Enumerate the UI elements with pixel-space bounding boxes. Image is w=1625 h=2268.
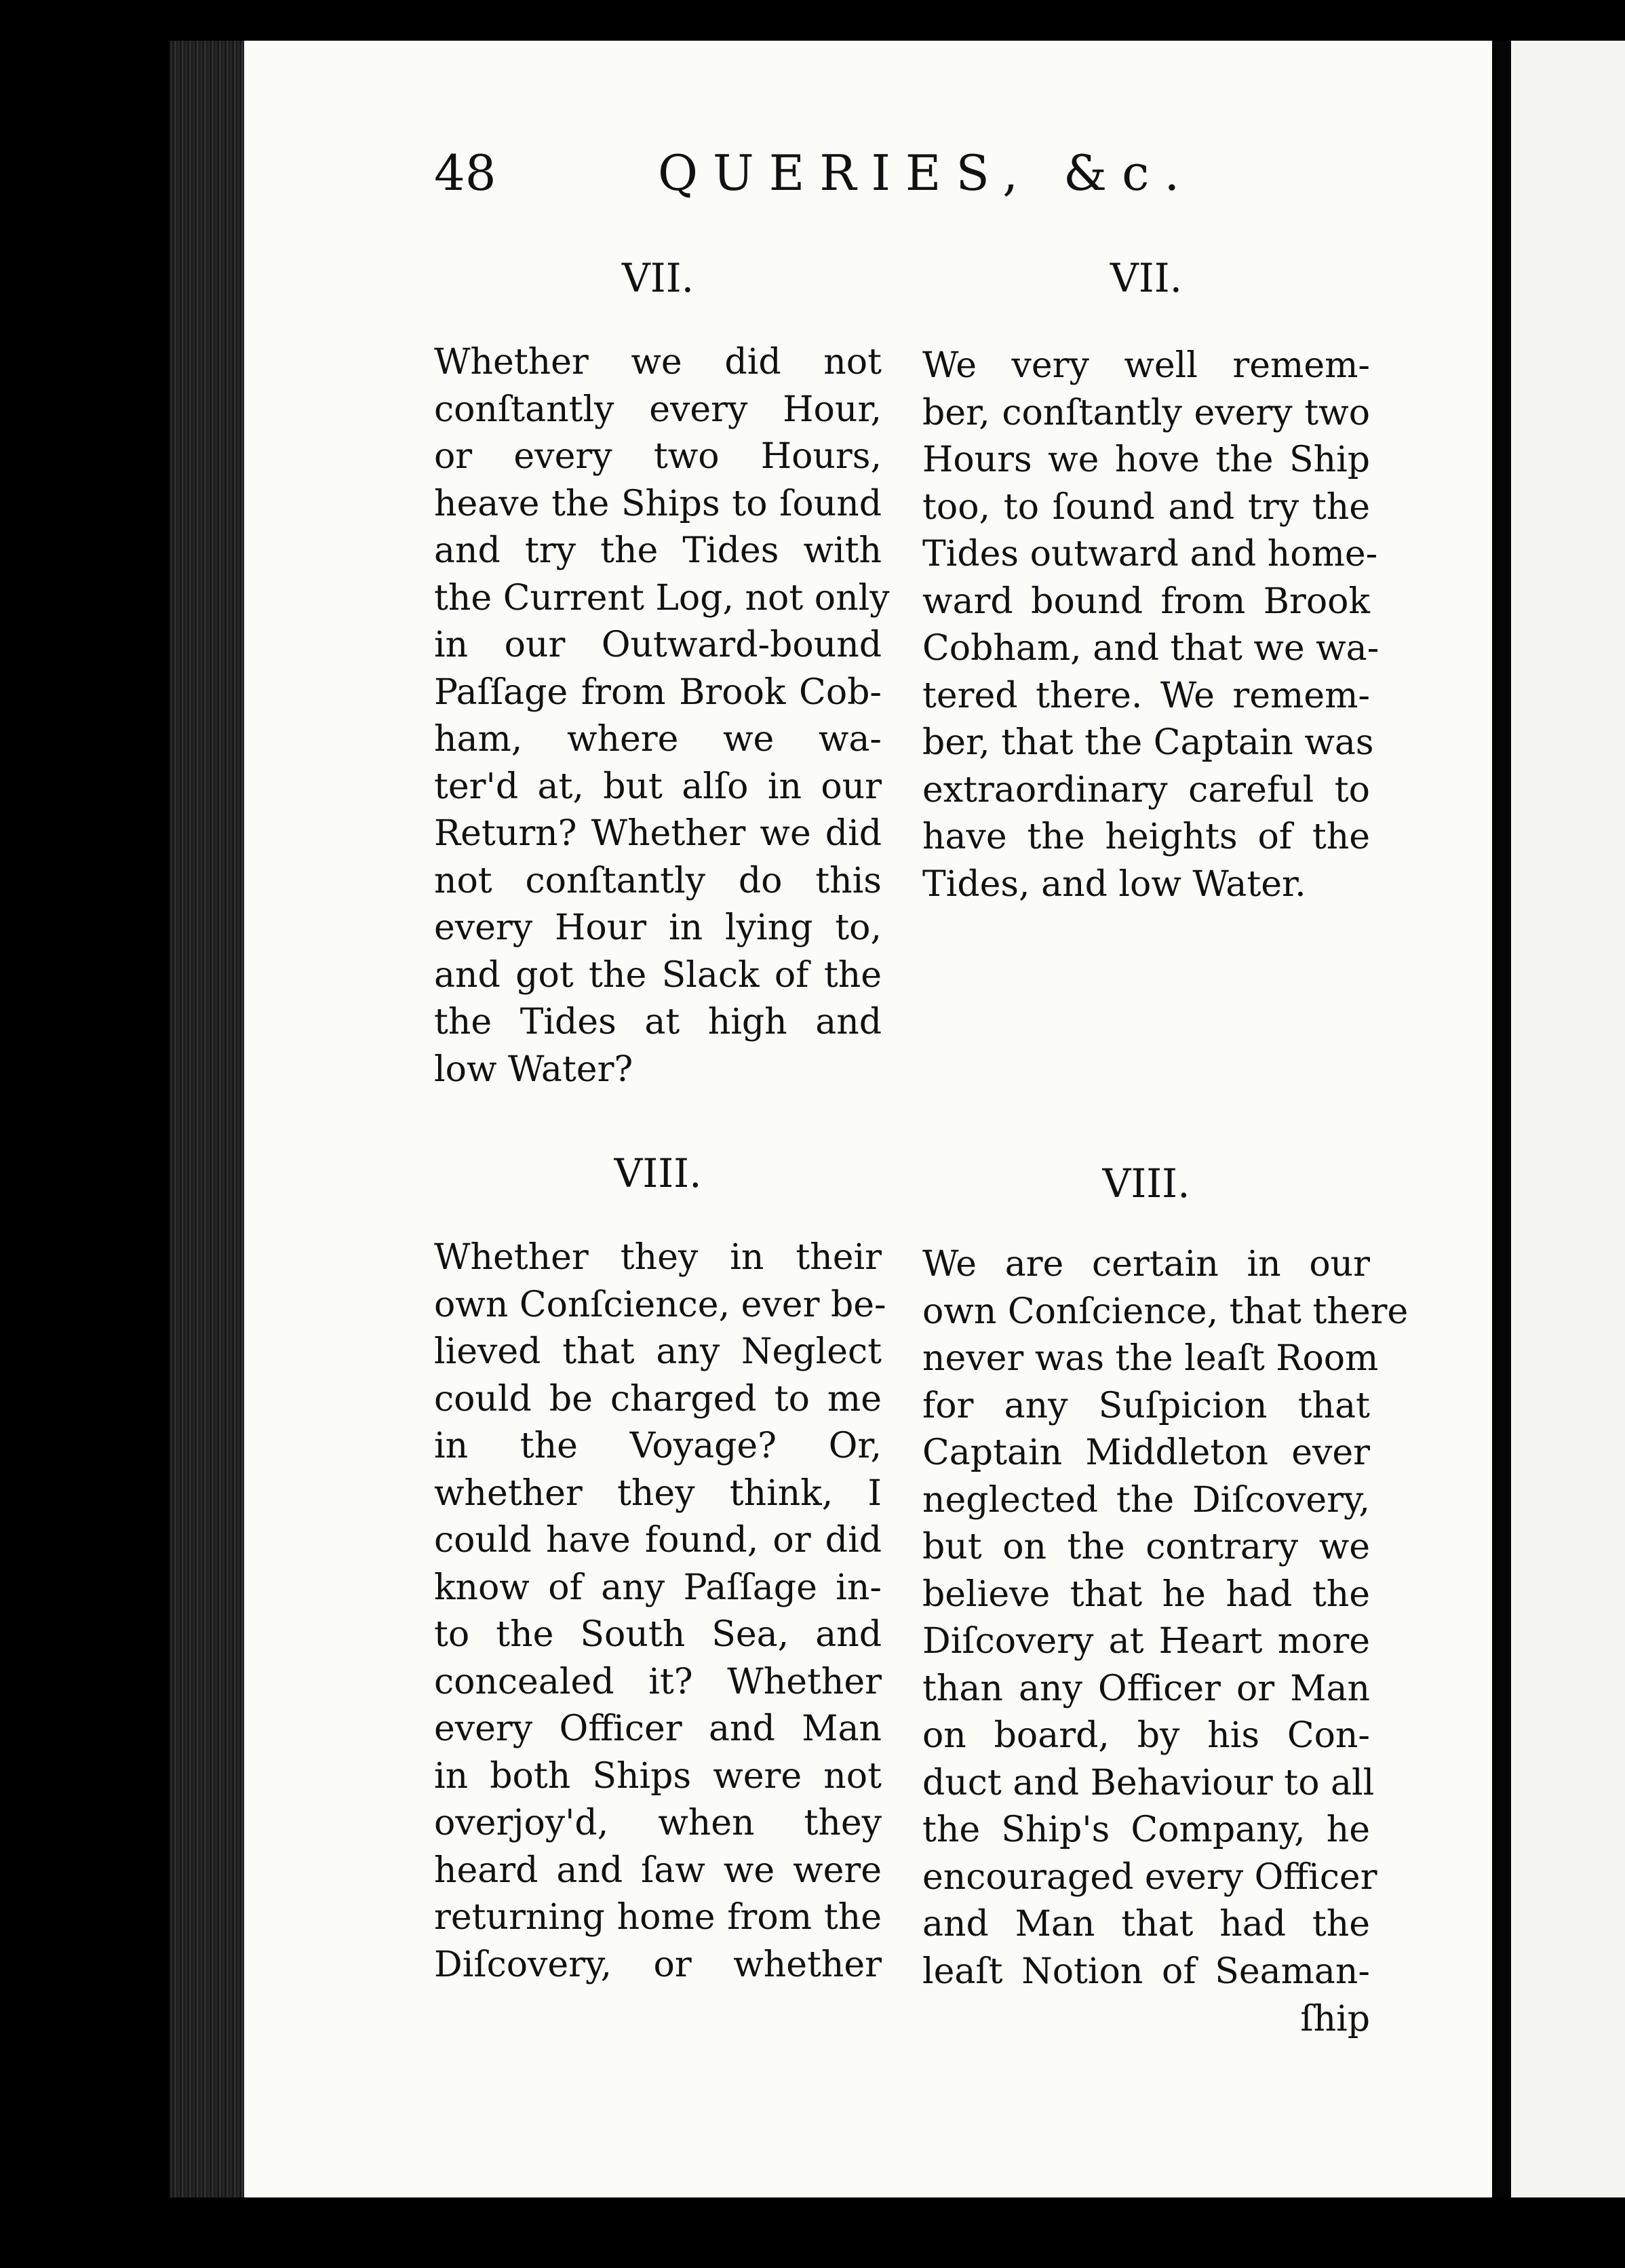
- text-line: ber, conſtantly every two: [922, 392, 1370, 433]
- text-line: in our Outward-bound: [434, 625, 882, 665]
- text-line: Hours we hove the Ship: [922, 439, 1370, 480]
- text-line: low Water?: [434, 1049, 633, 1090]
- text-line: and try the Tides with: [434, 530, 882, 571]
- page-number: 48: [434, 144, 496, 201]
- text-line: but on the contrary we: [922, 1527, 1370, 1567]
- text-line: Return? Whether we did: [434, 813, 882, 854]
- text-line: could be charged to me: [434, 1378, 882, 1420]
- text-line: for any Suſpicion that: [922, 1385, 1370, 1426]
- text-line: in both Ships were not: [434, 1755, 882, 1797]
- text-line: We are certain in our: [922, 1244, 1370, 1285]
- text-line: heard and ſaw we were: [434, 1850, 882, 1891]
- text-line: own Conſcience, that there: [922, 1291, 1409, 1332]
- running-head-title: QUERIES, &c.: [658, 144, 1195, 201]
- text-line: Whether they in their: [434, 1237, 882, 1278]
- running-head: [434, 136, 1248, 210]
- text-line: than any Officer or Man: [922, 1668, 1370, 1709]
- section-heading-left-2: VIII.: [614, 1150, 702, 1196]
- text-line: know of any Paſſage in-: [434, 1567, 882, 1608]
- text-line: not conſtantly do this: [434, 860, 882, 901]
- text-line: or every two Hours,: [434, 436, 882, 477]
- answer-paragraph-vii: [922, 343, 1379, 908]
- text-line: every Officer and Man: [434, 1708, 882, 1749]
- text-line: Diſcovery, or whether: [434, 1944, 882, 1985]
- text-line: lieved that any Neglect: [434, 1331, 882, 1372]
- section-heading-right-2: VIII.: [1102, 1160, 1190, 1207]
- text-line: ward bound from Brook: [922, 581, 1370, 622]
- text-line: could have found, or did: [434, 1520, 882, 1561]
- text-line: tered there. We remem-: [922, 675, 1370, 716]
- page-gutter: [1492, 41, 1511, 2197]
- text-line: on board, by his Con-: [922, 1715, 1370, 1756]
- text-line: returning home from the: [434, 1897, 882, 1938]
- text-line: conſtantly every Hour,: [434, 389, 882, 430]
- text-line: in the Voyage? Or,: [434, 1426, 882, 1466]
- section-heading-right-1: VII.: [1110, 255, 1183, 301]
- text-line: Cobham, and that we wa-: [922, 628, 1379, 669]
- text-line: overjoy'd, when they: [434, 1803, 882, 1843]
- text-line: the Tides at high and: [434, 1002, 882, 1042]
- query-paragraph-vii: [434, 339, 890, 1093]
- text-line: and Man that had the: [922, 1904, 1370, 1944]
- query-paragraph-viii: [434, 1234, 886, 1989]
- text-line: whether they think, I: [434, 1472, 882, 1514]
- text-line: Paſſage from Brook Cob-: [434, 671, 882, 713]
- text-line: every Hour in lying to,: [434, 907, 882, 948]
- text-line: We very well remem-: [922, 345, 1370, 386]
- section-heading-left-1: VII.: [621, 255, 694, 301]
- text-line: Captain Middleton ever: [922, 1432, 1370, 1473]
- text-line: the Current Log, not only: [434, 577, 890, 619]
- text-line: never was the leaſt Room: [922, 1338, 1379, 1379]
- text-line: heave the Ships to ſound: [434, 483, 882, 524]
- text-line: encouraged every Officer: [922, 1856, 1377, 1898]
- text-line: Diſcovery at Heart more: [922, 1621, 1370, 1662]
- text-line: Tides outward and home-: [922, 534, 1378, 574]
- answer-paragraph-viii: [922, 1241, 1409, 1995]
- text-line: too, to ſound and try the: [922, 486, 1370, 528]
- text-line: the Ship's Company, he: [922, 1810, 1370, 1850]
- facing-page-edge: [1511, 41, 1625, 2197]
- text-line: have the heights of the: [922, 817, 1370, 857]
- text-line: Tides, and low Water.: [922, 863, 1306, 905]
- text-line: neglected the Diſcovery,: [922, 1479, 1370, 1521]
- text-line: extraordinary careful to: [922, 769, 1370, 810]
- text-line: and got the Slack of the: [434, 954, 882, 996]
- text-line: ham, where we wa-: [434, 719, 882, 760]
- text-line: to the South Sea, and: [434, 1614, 882, 1655]
- catchword: ſhip: [1300, 1999, 1370, 2039]
- text-line: believe that he had the: [922, 1573, 1370, 1615]
- text-line: ber, that the Captain was: [922, 722, 1374, 763]
- text-line: concealed it? Whether: [434, 1661, 882, 1702]
- text-line: leaſt Notion of Seaman-: [922, 1951, 1370, 1992]
- text-line: ter'd at, but alſo in our: [434, 766, 882, 807]
- text-line: own Conſcience, ever be-: [434, 1284, 886, 1325]
- text-line: duct and Behaviour to all: [922, 1762, 1375, 1803]
- text-line: Whether we did not: [434, 342, 882, 383]
